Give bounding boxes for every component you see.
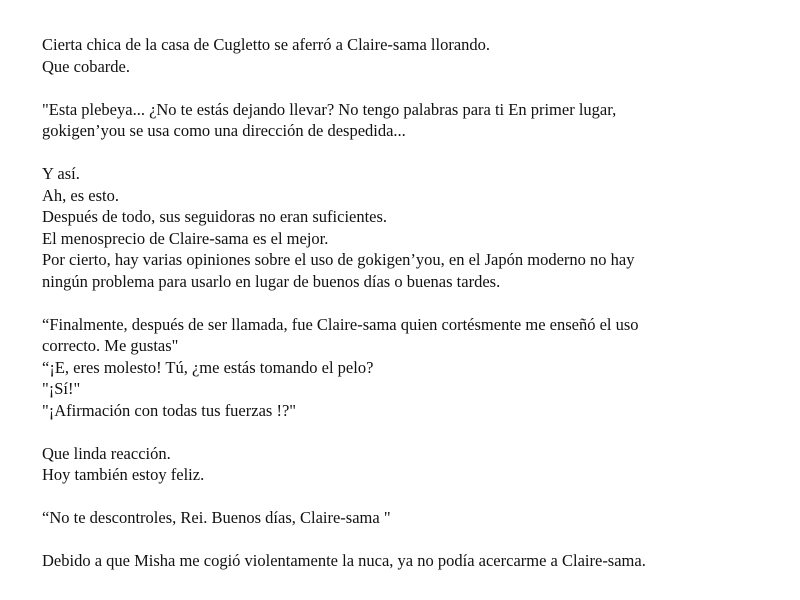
document-body [42,34,762,572]
text-line: Que cobarde. [42,56,130,76]
text-line: gokigen’you se usa como una dirección de despedida... [42,121,406,140]
text-line: Y así. [42,164,80,183]
text-line: "Esta plebeya... ¿No te estás dejando llevar? No tengo palabras para ti En primer lugar, [42,99,617,119]
text-line: Por cierto, hay varias opiniones sobre el uso de gokigen’you, en el Japón moderno no hay [42,250,635,269]
paragraph-gap [42,529,762,551]
text-line: Debido a que Misha me cogió violentamente la nuca, ya no podía acercarme a Claire-sama. [42,551,646,570]
paragraph-gap [42,486,762,508]
text-line: "¡Sí!" [42,379,81,398]
text-line: "¡Afirmación con todas tus fuerzas !?" [42,400,297,420]
text-line: Hoy también estoy feliz. [42,465,205,484]
text-line: Ah, es esto. [42,185,119,205]
text-line: “Finalmente, después de ser llamada, fue Claire-sama quien cortésmente me enseñó el uso [42,314,639,334]
paragraph-gap [42,77,762,99]
text-line: El menosprecio de Claire-sama es el mejor. [42,228,329,248]
paragraph-gap [42,292,762,314]
text-line: Que linda reacción. [42,443,171,463]
text-line: ningún problema para usarlo en lugar de buenos días o buenas tardes. [42,271,501,291]
paragraph-gap [42,421,762,443]
text-line: correcto. Me gustas" [42,336,179,355]
paragraph-gap [42,142,762,164]
text-line: “No te descontroles, Rei. Buenos días, Claire-sama " [42,508,391,527]
text-line: “¡E, eres molesto! Tú, ¿me estás tomando el pelo? [42,357,374,377]
text-line: Después de todo, sus seguidoras no eran suficientes. [42,207,388,226]
text-line: Cierta chica de la casa de Cugletto se aferró a Claire-sama llorando. [42,35,491,54]
